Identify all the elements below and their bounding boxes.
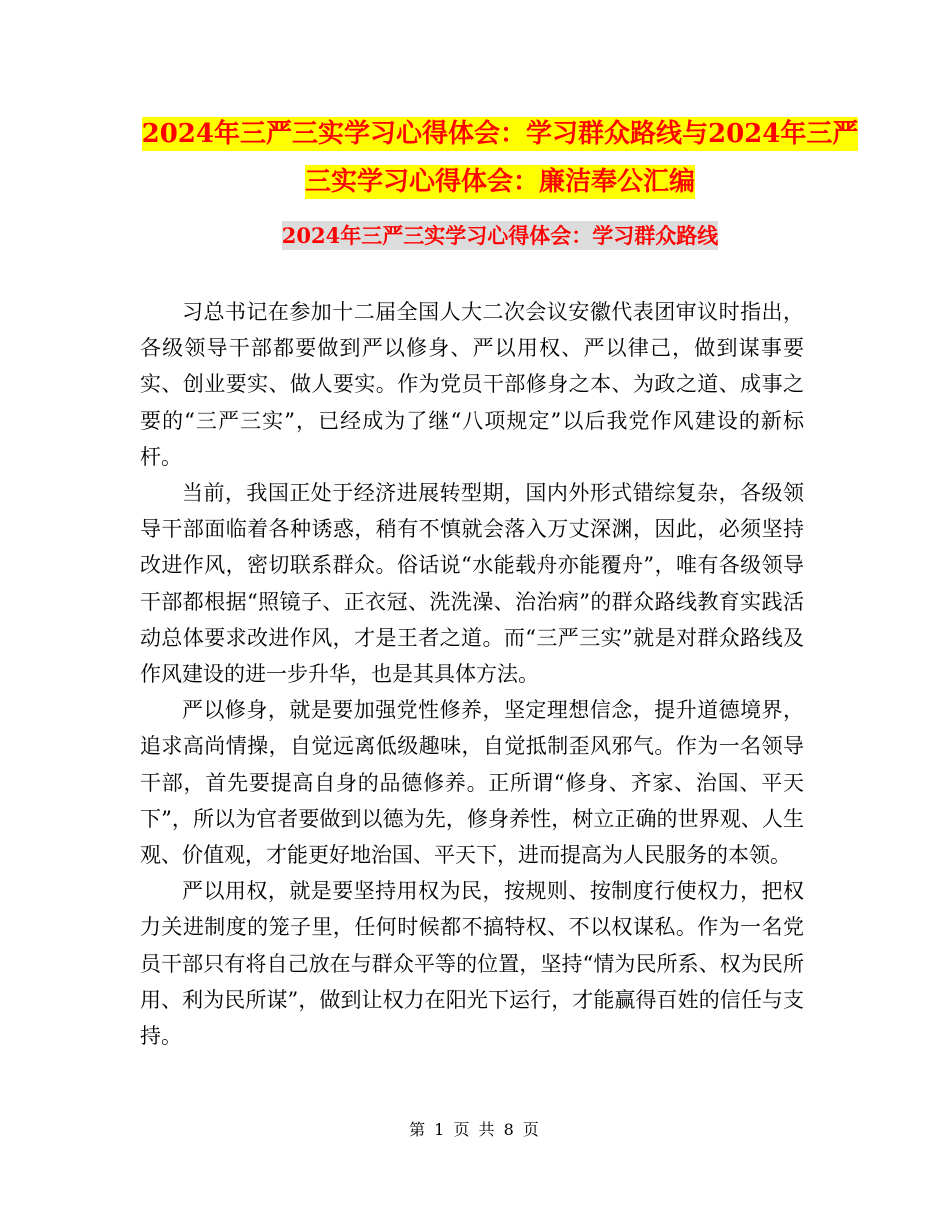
section-title <box>140 218 860 254</box>
page-number-footer: 第 1 页 共 8 页 <box>409 1120 541 1139</box>
document-title-text: 2024年三严三实学习心得体会：学习群众路线与2024年三严三实学习心得体会：廉洁奉公汇编 <box>141 119 859 197</box>
document-body <box>140 294 804 1054</box>
paragraph: 习总书记在参加十二届全国人大二次会议安徽代表团审议时指出，各级领导干部都要做到严以修身、严以用权、严以律己，做到谋事要实、创业要实、做人要实。作为党员干部修身之本、为政之道、成事之要的“三严三实”，已经成为了继“八项规定”以后我党作风建设的新标杆。 <box>140 300 804 469</box>
paragraph: 当前，我国正处于经济进展转型期，国内外形式错综复杂，各级领导干部面临着各种诱惑，稍有不慎就会落入万丈深渊，因此，必须坚持改进作风，密切联系群众。俗话说“水能载舟亦能覆舟”，唯有各级领导干部都根据“照镜子、正衣冠、洗洗澡、治治病”的群众路线教育实践活动总体要求改进作风，才是王者之道。而“三严三实”就是对群众路线及作风建设的进一步升华，也是其具体方法。 <box>140 481 804 687</box>
paragraph: 严以用权，就是要坚持用权为民，按规则、按制度行使权力，把权力关进制度的笼子里，任何时候都不搞特权、不以权谋私。作为一名党员干部只有将自己放在与群众平等的位置，坚持“情为民所系、权为民所用、利为民所谋”，做到让权力在阳光下运行，才能赢得百姓的信任与支持。 <box>140 879 804 1049</box>
document-title <box>140 110 860 206</box>
paragraph: 严以修身，就是要加强党性修养，坚定理想信念，提升道德境界，追求高尚情操，自觉远离低级趣味，自觉抵制歪风邪气。作为一名领导干部，首先要提高自身的品德修养。正所谓“修身、齐家、治国、平天下”，所以为官者要做到以德为先，修身养性，树立正确的世界观、人生观、价值观，才能更好地治国、平天下，进而提高为人民服务的本领。 <box>140 698 804 868</box>
section-title-text: 2024年三严三实学习心得体会：学习群众路线 <box>281 223 719 248</box>
